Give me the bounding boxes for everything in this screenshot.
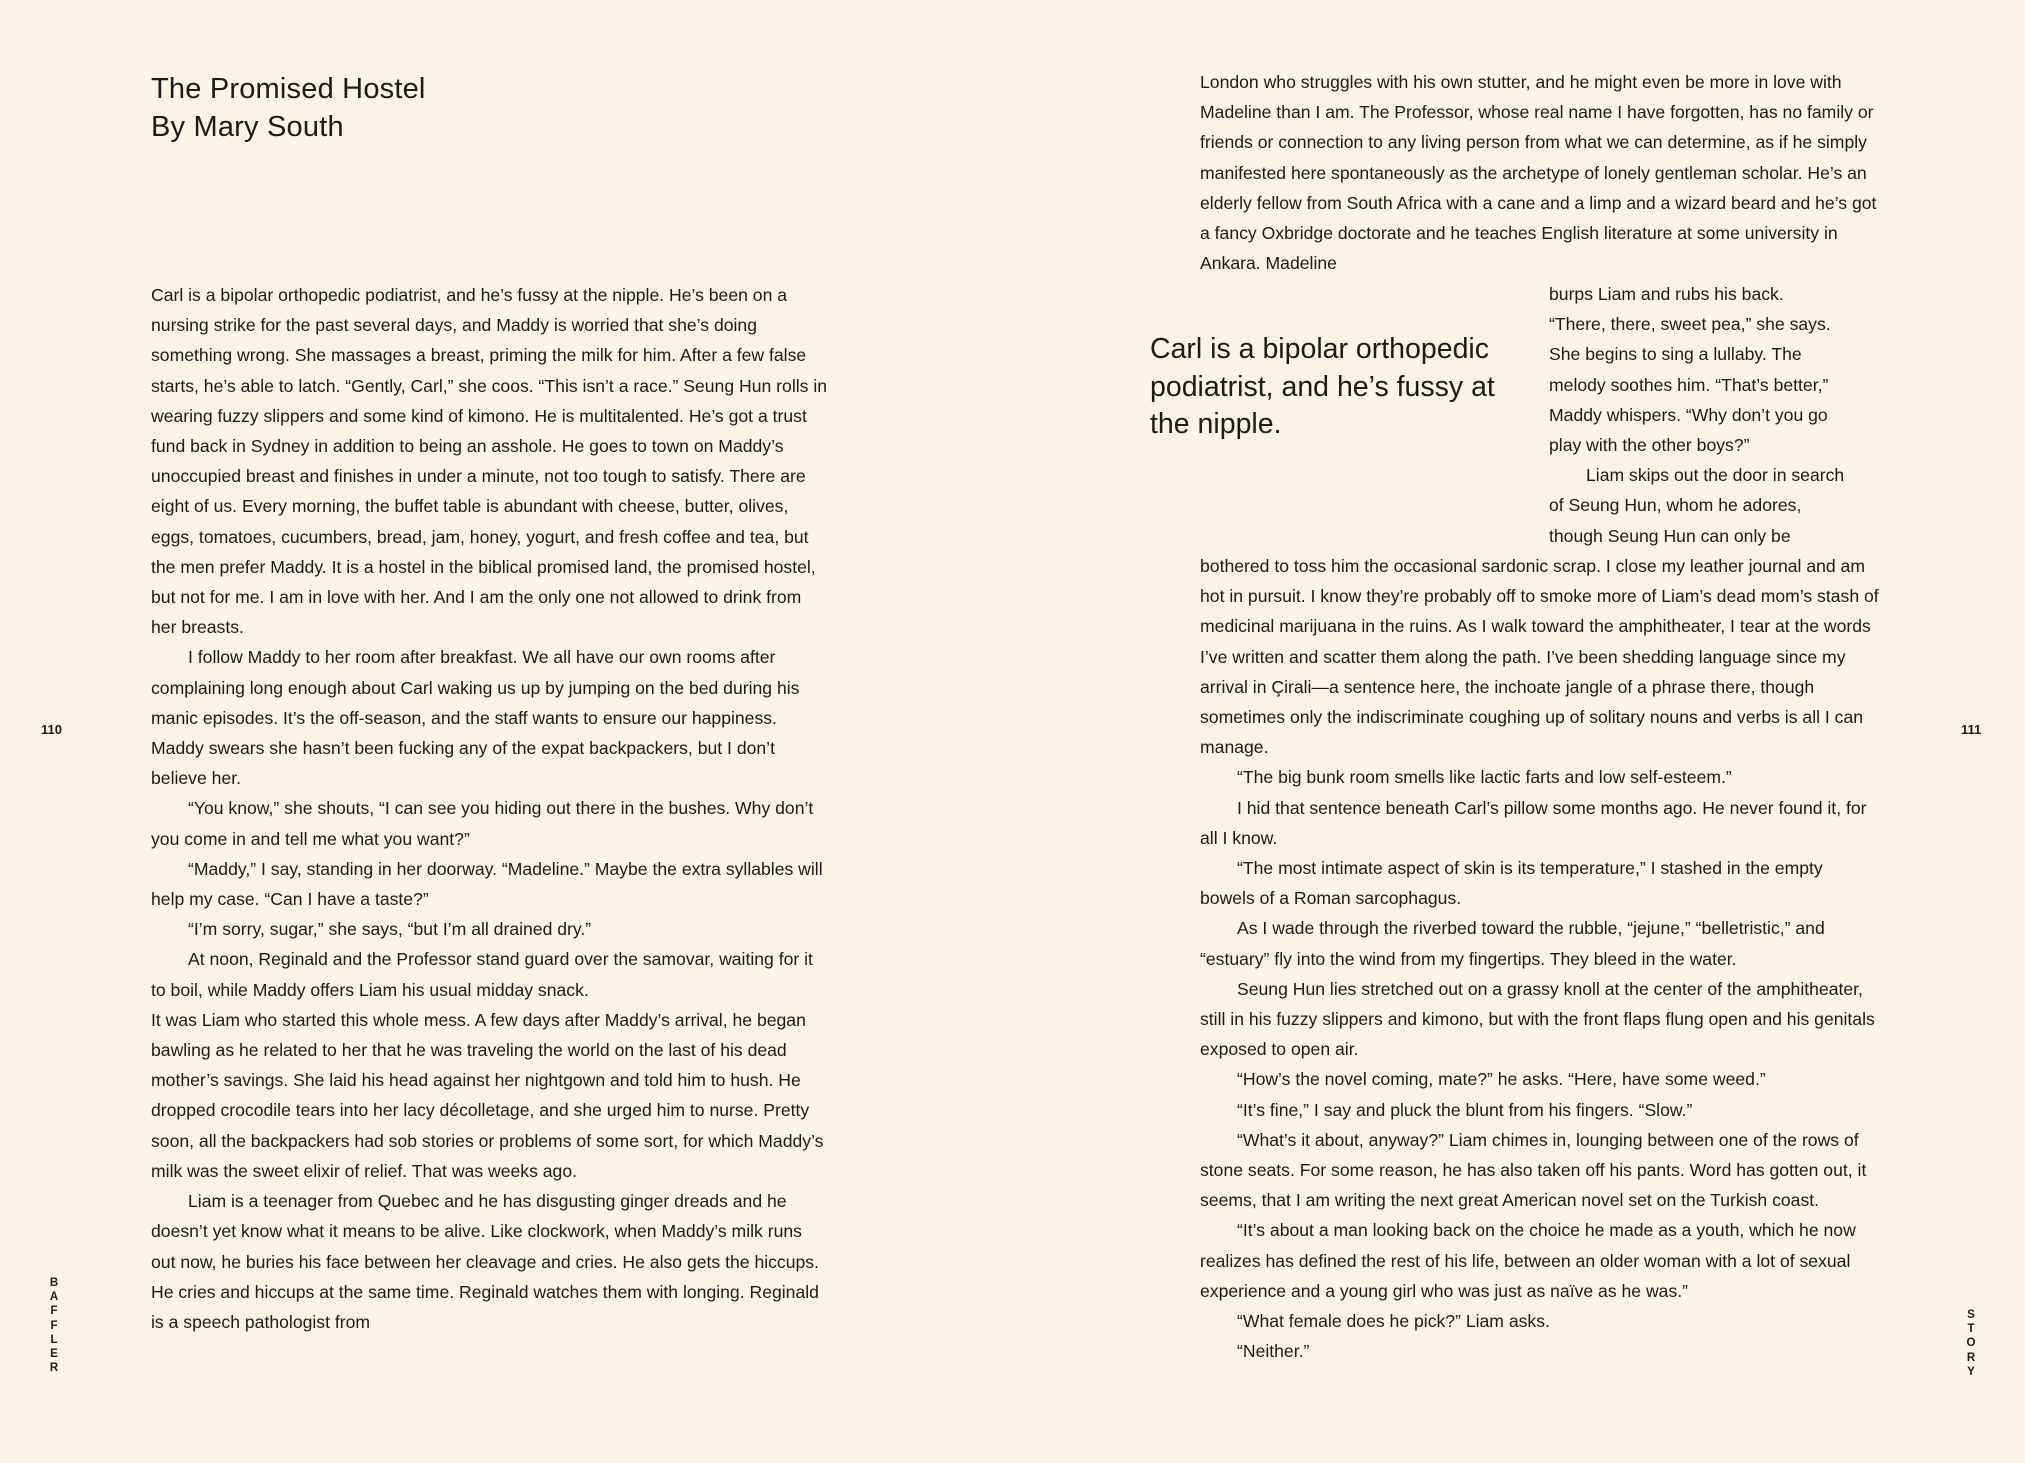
paragraph: “What female does he pick?” Liam asks. xyxy=(1237,1311,1550,1332)
paragraph: “It’s fine,” I say and pluck the blunt from his fingers. “Slow.” xyxy=(1237,1099,1693,1120)
text-line: Maddy whispers. “Why don’t you go xyxy=(1549,404,1828,425)
vertical-letter: F xyxy=(50,1305,58,1318)
story-byline: By Mary South xyxy=(151,111,344,143)
text-line: melody soothes him. “That’s better,” xyxy=(1549,374,1829,395)
paragraph: bothered to toss him the occasional sardonic scrap. I close my leather journal and am hot in pursuit. I know they’re probably off to smoke more of Liam’s dead mom’s stash of medicinal marijuana in the ruins. As I walk toward the amphitheater, I tear at the words I’ve written and scatter them along the path. I’ve been shedding language since my arrival in Çirali—a sentence here, the inchoate jangle of a phrase there, though sometimes only the indiscriminate coughing up of solitary nouns and verbs is all I can manage. xyxy=(1200,556,1879,758)
paragraph: “How’s the novel coming, mate?” he asks. “Here, have some weed.” xyxy=(1237,1069,1766,1090)
vertical-letter: R xyxy=(1966,1351,1976,1364)
text-line: play with the other boys?” xyxy=(1549,435,1750,456)
paragraph: Carl is a bipolar orthopedic podiatrist, and he’s fussy at the nipple. He’s been on a nursing strike for the past several days, and Maddy is worried that she’s doing something wrong. She massages a breast, priming the milk for him. After a few false starts, he’s able to latch. “Gently, Carl,” she coos. “This isn’t a race.” Seung Hun rolls in wearing fuzzy slippers and some kind of kimono. He is multitalented. He’s got a trust fund back in Sydney in addition to being an asshole. He goes to town on Maddy’s unoccupied breast and finishes in under a minute, not too tough to satisfy. There are eight of us. Every morning, the buffet table is abundant with cheese, butter, olives, eggs, tomatoes, cucumbers, bread, jam, honey, yogurt, and fresh coffee and tea, but the men prefer Maddy. It is a hostel in the biblical promised land, the promised hostel, but not for me. I am in love with her. And I am the only one not allowed to drink from her breasts. xyxy=(151,285,828,638)
paragraph: Seung Hun lies stretched out on a grassy knoll at the center of the amphitheater, still in his fuzzy slippers and kimono, but with the front flaps flung open and his genitals exposed to open air. xyxy=(1200,978,1875,1060)
vertical-letter: E xyxy=(50,1348,58,1361)
text-line: She begins to sing a lullaby. The xyxy=(1549,344,1802,365)
vertical-letter: R xyxy=(49,1362,59,1375)
paragraph: I hid that sentence beneath Carl’s pillow some months ago. He never found it, for all I know. xyxy=(1200,797,1867,848)
vertical-letter: T xyxy=(1967,1323,1975,1336)
vertical-letter: O xyxy=(1966,1337,1976,1350)
vertical-letter: Y xyxy=(1967,1365,1975,1378)
vertical-letter: F xyxy=(50,1319,58,1332)
page-number-right: 111 xyxy=(1961,722,1982,737)
vertical-label-left xyxy=(48,1276,60,1375)
text-line: though Seung Hun can only be xyxy=(1549,525,1791,546)
paragraph: It was Liam who started this whole mess. A few days after Maddy’s arrival, he began bawling as he related to her that he was traveling the world on the last of his dead mother’s savings. She laid his head against her nightgown and told him to hush. He dropped crocodile tears into her lacy décolletage, and she urged him to nurse. Pretty soon, all the backpackers had sob stories or problems of some sort, for which Maddy’s milk was the sweet elixir of relief. That was weeks ago. xyxy=(151,1009,824,1181)
text-line: “There, there, sweet pea,” she says. xyxy=(1549,314,1831,335)
paragraph: “I’m sorry, sugar,” she says, “but I’m all drained dry.” xyxy=(188,919,592,940)
paragraph: “Neither.” xyxy=(1237,1341,1310,1362)
paragraph: “You know,” she shouts, “I can see you hiding out there in the bushes. Why don’t you come in and tell me what you want?” xyxy=(151,798,814,849)
paragraph: I follow Maddy to her room after breakfast. We all have our own rooms after complaining long enough about Carl waking us up by jumping on the bed during his manic episodes. It’s the off-season, and the staff wants to ensure our happiness. Maddy swears she hasn’t been fucking any of the expat backpackers, but I don’t believe her. xyxy=(151,647,800,789)
page-number-left: 110 xyxy=(41,722,62,737)
vertical-letter: A xyxy=(49,1291,59,1304)
vertical-letter: L xyxy=(50,1333,58,1346)
right-narrow-column xyxy=(1549,279,1869,551)
left-body-column xyxy=(151,280,831,1337)
story-title: The Promised Hostel xyxy=(151,73,426,105)
paragraph: London who struggles with his own stutter, and he might even be more in love with Madeline than I am. The Professor, whose real name I have forgotten, has no family or friends or connection to any living person from what we can determine, as if he simply manifested here spontaneously as the archetype of lonely gentleman scholar. He’s an elderly fellow from South Africa with a cane and a limp and a wizard beard and he’s got a fancy Oxbridge doctorate and he teaches English literature at some university in Ankara. Madeline xyxy=(1200,72,1877,274)
paragraph: Liam is a teenager from Quebec and he has disgusting ginger dreads and he doesn’t yet know what it means to be alive. Like clockwork, when Maddy’s milk runs out now, he buries his face between her cleavage and cries. He also gets the hiccups. He cries and hiccups at the same time. Reginald watches them with longing. Reginald is a speech pathologist from xyxy=(151,1191,819,1332)
paragraph: “The big bunk room smells like lactic farts and low self-esteem.” xyxy=(1237,767,1732,788)
vertical-letter: S xyxy=(1967,1309,1975,1321)
vertical-label-right xyxy=(1965,1308,1977,1379)
story-header xyxy=(151,70,426,146)
paragraph: “It’s about a man looking back on the choice he made as a youth, which he now realizes has defined the rest of his life, between an older woman with a lot of sexual experience and a young girl who was just as naïve as he was.” xyxy=(1200,1220,1856,1301)
paragraph: As I wade through the riverbed toward the rubble, “jejune,” “belletristic,” and “estuary” fly into the wind from my fingertips. They bleed in the water. xyxy=(1200,918,1825,969)
text-line: of Seung Hun, whom he adores, xyxy=(1549,495,1802,516)
paragraph: At noon, Reginald and the Professor stand guard over the samovar, waiting for it to boil, while Maddy offers Liam his usual midday snack. xyxy=(151,949,813,1000)
right-body-column xyxy=(1200,551,1880,1366)
paragraph: “The most intimate aspect of skin is its temperature,” I stashed in the empty bowels of a Roman sarcophagus. xyxy=(1200,858,1823,909)
text-line: burps Liam and rubs his back. xyxy=(1549,284,1784,304)
vertical-letter: B xyxy=(49,1277,59,1289)
paragraph: “What’s it about, anyway?” Liam chimes in, lounging between one of the rows of stone seats. For some reason, he has also taken off his pants. Word has gotten out, it seems, that I am writing the next great American novel set on the Turkish coast. xyxy=(1200,1129,1867,1211)
text-line: Liam skips out the door in search xyxy=(1586,465,1845,486)
pull-quote: Carl is a bipolar orthopedic podiatrist, and he’s fussy at the nipple. xyxy=(1150,333,1495,440)
paragraph: “Maddy,” I say, standing in her doorway. “Madeline.” Maybe the extra syllables will help my case. “Can I have a taste?” xyxy=(151,858,823,910)
right-top-column xyxy=(1200,67,1880,278)
